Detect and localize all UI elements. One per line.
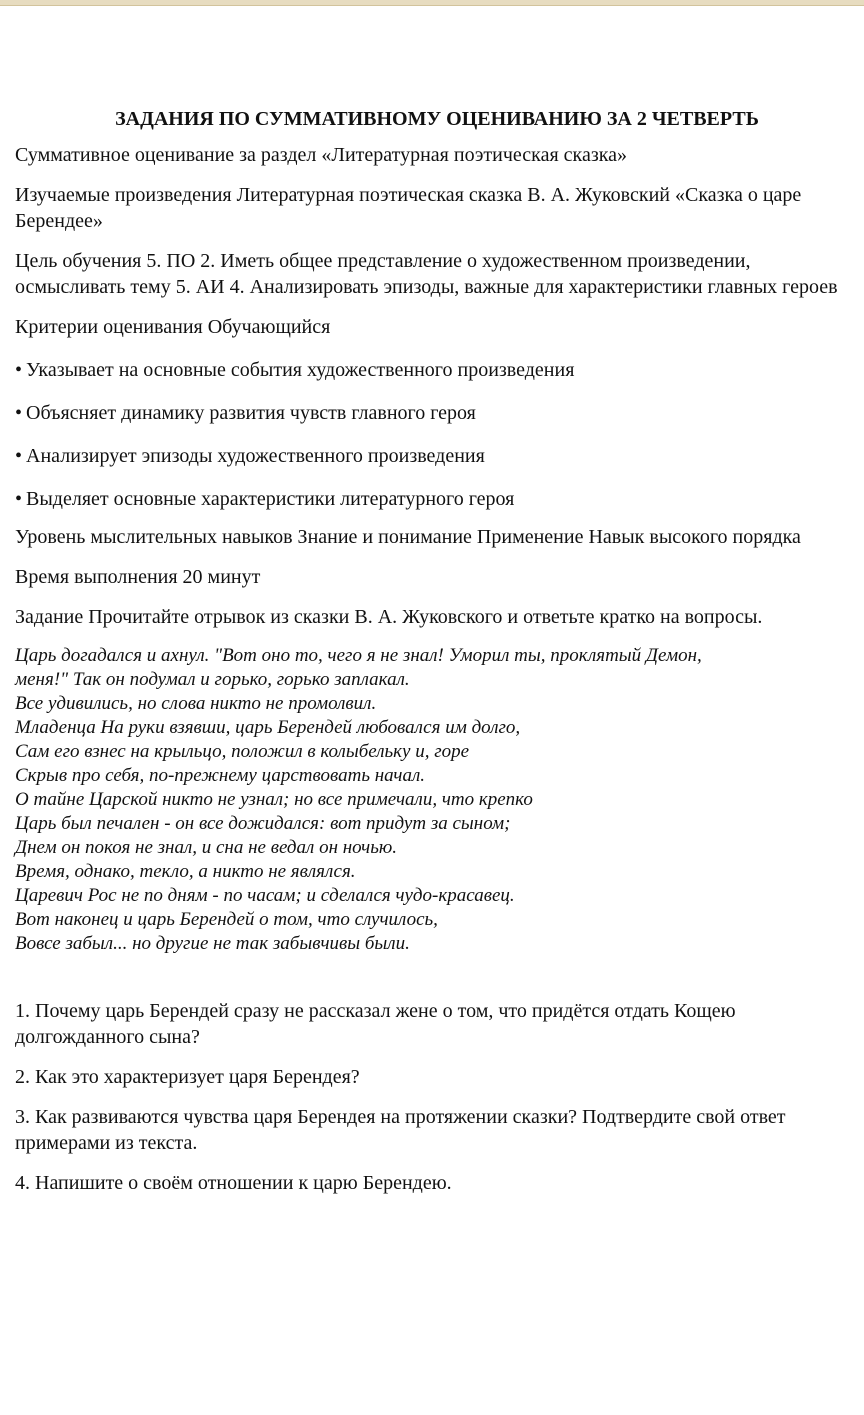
criteria-item-text: Анализирует эпизоды художественного произведения <box>26 445 485 467</box>
document-title: ЗАДАНИЯ ПО СУММАТИВНОМУ ОЦЕНИВАНИЮ ЗА 2 ЧЕТВЕРТЬ <box>115 108 759 130</box>
window-top-edge <box>0 0 864 6</box>
poem-excerpt <box>15 644 857 956</box>
skills-level-line: Уровень мыслительных навыков Знание и понимание Применение Навык высокого порядка <box>15 526 801 548</box>
question-1: 1. Почему царь Берендей сразу не рассказал жене о том, что придётся отдать Кощею долгожданного сына? <box>15 1000 736 1048</box>
poem-line: Царь был печален - он все дожидался: вот придут за сыном; <box>15 813 511 834</box>
poem-line: Все удивились, но слова никто не промолвил. <box>15 693 377 714</box>
poem-line: О тайне Царской никто не узнал; но все примечали, что крепко <box>15 789 533 810</box>
poem-line: Сам его взнес на крыльцо, положил в колыбельку и, горе <box>15 741 470 762</box>
works-line: Изучаемые произведения Литературная поэтическая сказка В. А. Жуковский «Сказка о царе Берендее» <box>15 184 802 232</box>
criteria-item <box>15 443 857 469</box>
goal-line: Цель обучения 5. ПО 2. Иметь общее представление о художественном произведении, осмысливать тему 5. АИ 4. Анализировать эпизоды, важные для характеристики главных героев <box>15 250 838 298</box>
bullet-icon: • <box>15 402 23 424</box>
poem-line: Скрыв про себя, по-прежнему царствовать начал. <box>15 765 426 786</box>
question-2: 2. Как это характеризует царя Берендея? <box>15 1066 360 1088</box>
question-3: 3. Как развиваются чувства царя Берендея на протяжении сказки? Подтвердите свой ответ примерами из текста. <box>15 1106 786 1154</box>
question-4: 4. Напишите о своём отношении к царю Берендею. <box>15 1172 452 1194</box>
poem-line: меня!" Так он подумал и горько, горько заплакал. <box>15 669 410 690</box>
criteria-heading: Критерии оценивания Обучающийся <box>15 316 331 338</box>
criteria-item <box>15 486 857 512</box>
time-line: Время выполнения 20 минут <box>15 566 261 588</box>
task-line: Задание Прочитайте отрывок из сказки В. А. Жуковского и ответьте кратко на вопросы. <box>15 606 763 628</box>
criteria-item-text: Указывает на основные события художественного произведения <box>26 359 575 381</box>
poem-line: Младенца На руки взявши, царь Берендей любовался им долго, <box>15 717 521 738</box>
criteria-list <box>15 357 857 512</box>
poem-line: Вовсе забыл... но другие не так забывчивы были. <box>15 933 410 954</box>
poem-line: Днем он покоя не знал, и сна не ведал он ночью. <box>15 837 398 858</box>
criteria-item-text: Объясняет динамику развития чувств главного героя <box>26 402 476 424</box>
poem-line: Царевич Рос не по дням - по часам; и сделался чудо-красавец. <box>15 885 515 906</box>
section-line: Суммативное оценивание за раздел «Литературная поэтическая сказка» <box>15 144 628 166</box>
poem-line: Вот наконец и царь Берендей о том, что случилось, <box>15 909 438 930</box>
bullet-icon: • <box>15 445 23 467</box>
poem-line: Время, однако, текло, а никто не являлся. <box>15 861 356 882</box>
criteria-item <box>15 357 857 383</box>
criteria-item-text: Выделяет основные характеристики литературного героя <box>26 488 515 510</box>
poem-line: Царь догадался и ахнул. "Вот оно то, чего я не знал! Уморил ты, проклятый Демон, <box>15 645 702 666</box>
document-page <box>15 106 857 1210</box>
bullet-icon: • <box>15 359 23 381</box>
bullet-icon: • <box>15 488 23 510</box>
criteria-item <box>15 400 857 426</box>
